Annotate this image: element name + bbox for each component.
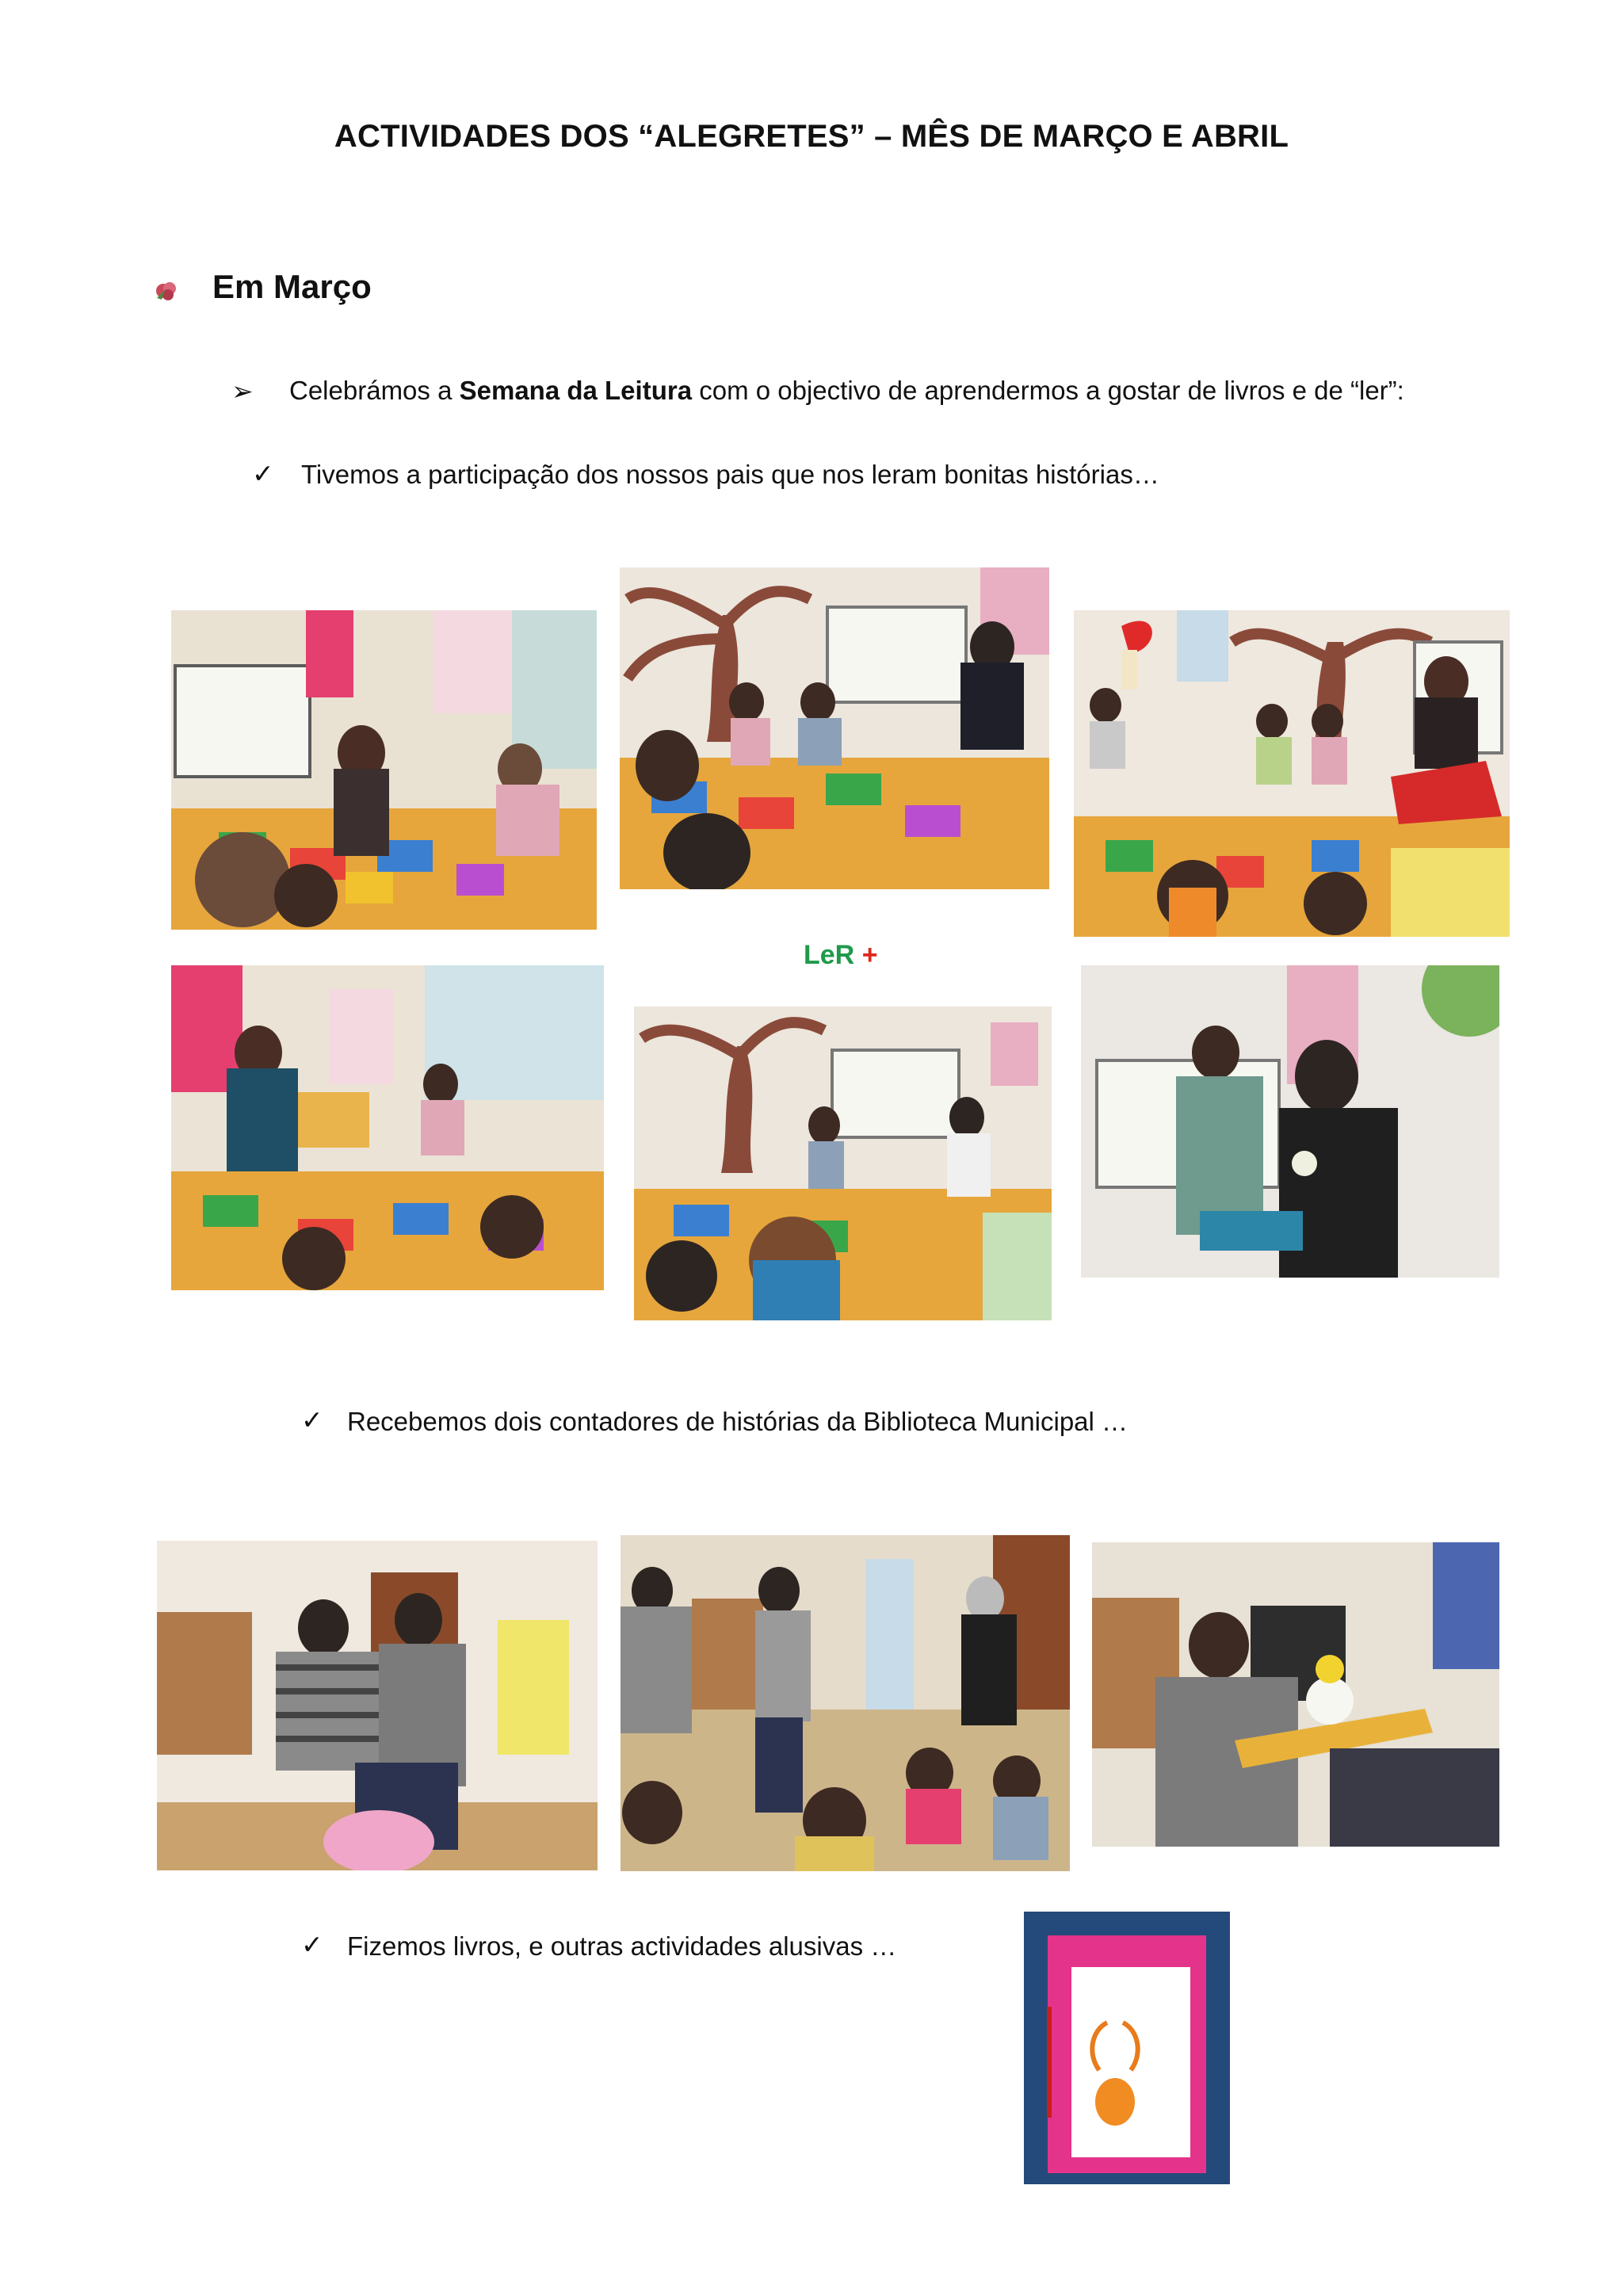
photo-handmade-book xyxy=(1024,1912,1230,2184)
ler-plus: + xyxy=(861,940,878,970)
flower-bullet-icon xyxy=(154,279,181,303)
photo-reading-mushroom xyxy=(1074,610,1510,937)
photo-storyteller-popup-book xyxy=(1092,1542,1499,1847)
item-bold: Semana da Leitura xyxy=(459,376,693,405)
photo-reading-mother-2 xyxy=(171,965,604,1290)
page-title: ACTIVIDADES DOS “ALEGRETES” – MÊS DE MARÇO E ABRIL xyxy=(334,119,1289,154)
check-icon: ✓ xyxy=(301,1930,323,1959)
ler-plus-logo xyxy=(804,940,878,971)
arrow-bullet: ➢ xyxy=(231,376,254,406)
sub-item-livros: Fizemos livros, e outras actividades alusivas … xyxy=(347,1931,897,1961)
photo-reading-mother-1 xyxy=(171,610,597,930)
item-text-after: com o objectivo de aprendermos a gostar de livros e de “ler”: xyxy=(692,376,1404,405)
sub-item-pais: Tivemos a participação dos nossos pais que nos leram bonitas histórias… xyxy=(301,460,1159,489)
section-heading: Em Março xyxy=(212,268,372,305)
photo-reading-boy-book xyxy=(1081,965,1499,1278)
check-icon: ✓ xyxy=(301,1405,323,1435)
item-semana-leitura xyxy=(289,376,1404,406)
ler-text: LeR xyxy=(804,940,855,970)
check-icon: ✓ xyxy=(252,459,274,488)
photo-storyteller-standing xyxy=(621,1535,1070,1871)
photo-reading-tree-2 xyxy=(634,1007,1052,1320)
sub-item-contadores: Recebemos dois contadores de histórias da Biblioteca Municipal … xyxy=(347,1407,1128,1436)
photo-reading-tree-1 xyxy=(620,567,1049,889)
photo-storytellers-sitting xyxy=(157,1541,598,1870)
item-text-before: Celebrámos a xyxy=(289,376,460,405)
